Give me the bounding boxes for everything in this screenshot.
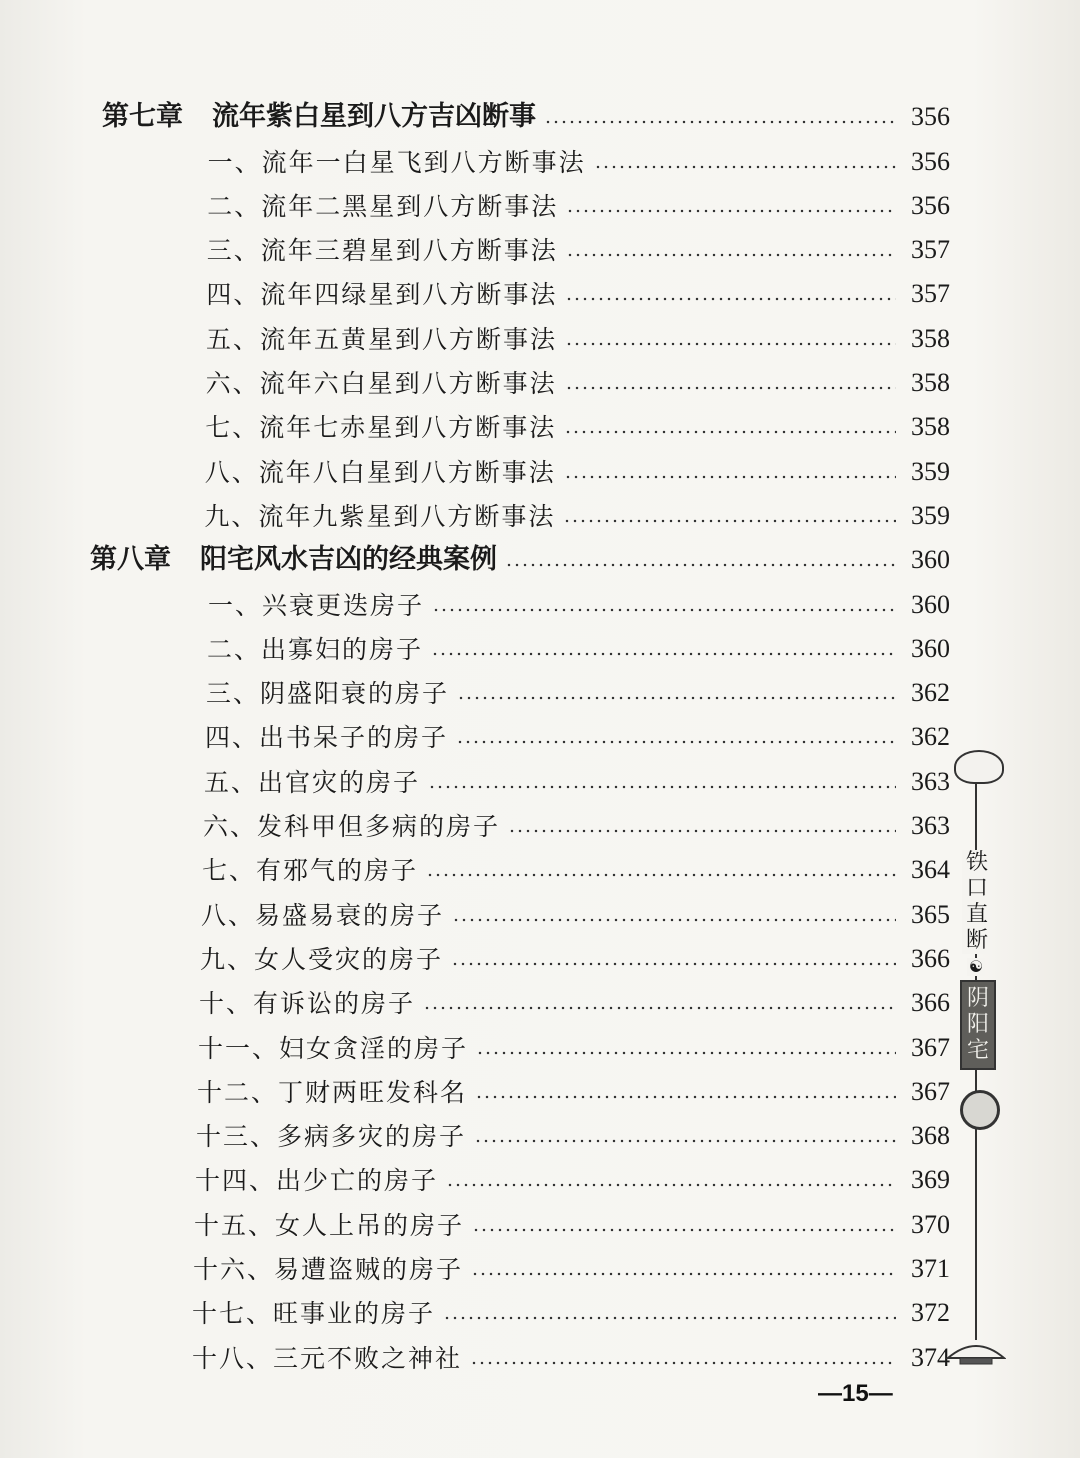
toc-page-number: 360 [911, 545, 950, 575]
leader-dots [565, 297, 896, 301]
toc-page-number: 357 [911, 279, 950, 309]
leader-dots [471, 1272, 896, 1276]
toc-page-number: 359 [911, 500, 950, 530]
toc-entry-title: 十三、多病多灾的房子 [196, 1122, 467, 1152]
table-of-contents [90, 86, 950, 1371]
toc-page-number: 367 [911, 1076, 950, 1106]
leader-dots [451, 962, 896, 966]
toc-section-row [90, 352, 950, 399]
leader-dots [470, 1361, 896, 1365]
chapter-number: 第七章 [102, 101, 183, 133]
toc-chapter-row [90, 529, 950, 576]
chapter-title: 流年紫白星到八方吉凶断事 [212, 101, 536, 133]
side-title-box: 阴 阳 宅 [960, 980, 996, 1070]
leader-dots [566, 253, 896, 257]
toc-entry-title: 五、流年五黄星到八方断事法 [206, 324, 558, 354]
leader-dots [452, 918, 896, 922]
toc-page-number: 357 [911, 235, 950, 265]
toc-entry-title: 十五、女人上吊的房子 [194, 1210, 465, 1240]
toc-section-row [90, 263, 950, 310]
toc-section-row [90, 928, 950, 972]
toc-entry-title: 五、出官灾的房子 [204, 767, 421, 797]
toc-section-row [90, 1326, 950, 1373]
toc-page-number: 372 [911, 1298, 950, 1328]
leader-dots [431, 652, 896, 656]
leader-dots [426, 873, 896, 877]
leader-dots [508, 829, 896, 833]
toc-entry-title: 十四、出少亡的房子 [195, 1166, 439, 1196]
toc-section-row [90, 1061, 950, 1105]
toc-page-number: 356 [911, 146, 950, 176]
toc-section-row [90, 839, 950, 886]
knot-ornament-icon [960, 1090, 1000, 1130]
pagoda-roof-icon [946, 1330, 1006, 1366]
toc-page-number: 362 [911, 722, 950, 752]
toc-page-number: 360 [911, 633, 950, 663]
leader-dots [544, 120, 896, 124]
toc-page-number: 364 [911, 855, 950, 885]
toc-entry-title: 七、有邪气的房子 [202, 856, 419, 886]
toc-entry-title: 四、出书呆子的房子 [205, 723, 449, 753]
leader-dots [566, 209, 896, 213]
toc-section-row [90, 485, 950, 529]
toc-section-row [90, 396, 950, 443]
leader-dots [564, 430, 896, 434]
toc-section-row [90, 175, 950, 219]
toc-section-row [90, 618, 950, 662]
toc-page-number: 374 [911, 1342, 950, 1372]
leader-dots [565, 386, 896, 390]
toc-entry-title: 二、出寡妇的房子 [207, 634, 424, 664]
toc-page-number: 368 [911, 1121, 950, 1151]
leader-dots [475, 1095, 896, 1099]
toc-page-number: 371 [911, 1254, 950, 1284]
toc-page-number: 370 [911, 1209, 950, 1239]
chapter-number: 第八章 [90, 544, 171, 576]
toc-entry-title: 八、流年八白星到八方断事法 [204, 457, 556, 487]
leader-dots [505, 563, 896, 567]
yin-yang-icon: ☯ [968, 957, 984, 976]
toc-entry-title: 六、流年六白星到八方断事法 [205, 369, 557, 399]
toc-page-number: 369 [911, 1165, 950, 1195]
side-decoration [942, 740, 1012, 1380]
toc-entry-title: 三、流年三碧星到八方断事法 [206, 236, 558, 266]
leader-dots [565, 342, 896, 346]
leader-dots [432, 608, 896, 612]
toc-entry-title: 十八、三元不败之神社 [192, 1343, 463, 1373]
toc-entry-title: 十二、丁财两旺发科名 [197, 1077, 468, 1107]
leader-dots [446, 1183, 896, 1187]
toc-page-number: 366 [911, 988, 950, 1018]
toc-page-number: 358 [911, 368, 950, 398]
side-title-top: 铁 口 直 断 [962, 850, 992, 954]
cloud-ornament-icon [954, 750, 1004, 784]
toc-section-row [90, 573, 950, 620]
leader-dots [564, 475, 896, 479]
toc-entry-title: 一、兴衰更迭房子 [208, 590, 425, 620]
toc-page-number: 362 [911, 678, 950, 708]
toc-section-row [90, 883, 950, 930]
toc-entry-title: 九、流年九紫星到八方断事法 [204, 501, 556, 531]
toc-section-row [90, 219, 950, 266]
toc-entry-title: 四、流年四绿星到八方断事法 [206, 280, 558, 310]
toc-entry-title [90, 101, 536, 133]
leader-dots [472, 1228, 896, 1232]
toc-section-row [90, 307, 950, 354]
toc-entry-title: 十一、妇女贪淫的房子 [198, 1033, 469, 1063]
toc-entry-title: 十六、易遭盗贼的房子 [193, 1255, 464, 1285]
toc-section-row [90, 130, 950, 177]
toc-page-number: 363 [911, 766, 950, 796]
toc-section-row [90, 706, 950, 753]
toc-page-number: 359 [911, 456, 950, 486]
leader-dots [474, 1139, 896, 1143]
toc-entry-title: 一、流年一白星飞到八方断事法 [207, 147, 586, 177]
toc-section-row [90, 1149, 950, 1196]
toc-page-number: 358 [911, 323, 950, 353]
toc-entry-title: 八、易盛易衰的房子 [201, 900, 445, 930]
leader-dots [423, 1006, 896, 1010]
toc-entry-title: 十七、旺事业的房子 [192, 1299, 436, 1329]
toc-entry-title [90, 544, 497, 576]
leader-dots [456, 740, 896, 744]
toc-chapter-row [90, 86, 950, 133]
toc-section-row [90, 795, 950, 842]
toc-entry-title: 十、有诉讼的房子 [199, 989, 416, 1019]
toc-section-row [90, 750, 950, 797]
toc-page-number: 356 [911, 190, 950, 220]
toc-page-number: 360 [911, 589, 950, 619]
toc-entry-title: 六、发科甲但多病的房子 [203, 812, 501, 842]
toc-section-row [90, 440, 950, 487]
leader-dots [443, 1316, 896, 1320]
page-number: —15— [818, 1380, 893, 1407]
toc-section-row [90, 662, 950, 709]
toc-page-number: 356 [911, 102, 950, 132]
toc-section-row [90, 1193, 950, 1240]
toc-entry-title: 七、流年七赤星到八方断事法 [205, 413, 557, 443]
leader-dots [476, 1051, 896, 1055]
toc-section-row [90, 1105, 950, 1152]
leader-dots [563, 519, 896, 523]
leader-dots [428, 785, 896, 789]
toc-section-row [90, 972, 950, 1019]
toc-section-row [90, 1016, 950, 1063]
toc-page-number: 358 [911, 412, 950, 442]
leader-dots [594, 165, 896, 169]
toc-entry-title: 二、流年二黑星到八方断事法 [207, 191, 559, 221]
toc-section-row [90, 1282, 950, 1329]
toc-page-number: 366 [911, 943, 950, 973]
toc-entry-title: 九、女人受灾的房子 [200, 944, 444, 974]
chapter-title: 阳宅风水吉凶的经典案例 [200, 544, 497, 576]
toc-section-row [90, 1238, 950, 1285]
leader-dots [457, 696, 896, 700]
toc-page-number: 365 [911, 899, 950, 929]
toc-page-number: 367 [911, 1032, 950, 1062]
toc-entry-title: 三、阴盛阳衰的房子 [206, 679, 450, 709]
toc-page-number: 363 [911, 811, 950, 841]
